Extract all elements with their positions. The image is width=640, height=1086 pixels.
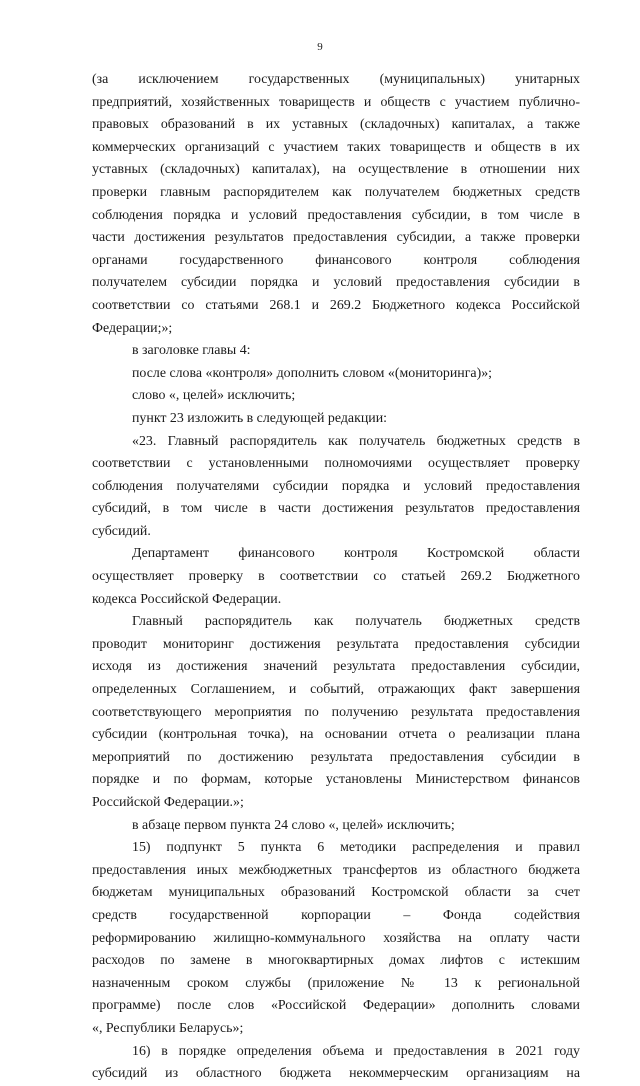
text-line: 16) в порядке определения объема и предоставления в 2021 году — [132, 1043, 580, 1059]
text-line: субсидий, в том числе в части достижения результатов предоставления — [92, 501, 580, 517]
text-line: проводит мониторинг достижения результата предоставления субсидии — [92, 636, 580, 652]
text-line: бюджетам муниципальных образований Костромской области за счет — [92, 885, 580, 901]
text-line: субсидий из областного бюджета некоммерческим организациям на — [92, 1066, 580, 1082]
text-line: назначенным сроком службы (приложение № 13 к региональной — [92, 975, 580, 991]
text-line: Департамент финансового контроля Костромской области — [132, 546, 580, 562]
text-line: соблюдения получателями субсидии порядка и условий предоставления — [92, 478, 580, 494]
page-number: 9 — [317, 41, 323, 53]
text-line: в заголовке главы 4: — [132, 343, 251, 359]
text-line: предоставления иных межбюджетных трансфертов из областного бюджета — [92, 862, 580, 878]
text-line: программе) после слов «Российской Федерации» дополнить словами — [92, 998, 580, 1014]
text-line: определенных Соглашением, и событий, отражающих факт завершения — [92, 682, 580, 698]
text-line: осуществляет проверку в соответствии со статьей 269.2 Бюджетного — [92, 569, 580, 585]
text-line: соблюдения порядка и условий предоставления субсидии, в том числе в — [92, 207, 580, 223]
text-line: коммерческих организаций с участием таких товариществ и обществ в их — [92, 139, 580, 155]
text-line: реформированию жилищно-коммунального хозяйства на оплату части — [92, 930, 580, 946]
text-line: «, Республики Беларусь»; — [92, 1020, 244, 1036]
text-line: в абзаце первом пункта 24 слово «, целей» исключить; — [132, 817, 455, 833]
text-line: субсидии (контрольная точка), на основании отчета о реализации плана — [92, 727, 580, 743]
text-line: «23. Главный распорядитель как получатель бюджетных средств в — [132, 433, 580, 449]
text-line: после слова «контроля» дополнить словом «(мониторинга)»; — [132, 365, 493, 381]
document-body — [92, 69, 580, 1086]
text-line: получателем субсидии порядка и условий предоставления субсидии в — [92, 275, 580, 291]
text-line: 15) подпункт 5 пункта 6 методики распределения и правил — [132, 840, 580, 856]
text-line: правовых образований в их уставных (складочных) капиталах, а также — [92, 117, 580, 133]
text-line: (за исключением государственных (муниципальных) унитарных — [92, 72, 580, 87]
text-line: части достижения результатов предоставления субсидии, а также проверки — [92, 230, 580, 246]
text-line: уставных (складочных) капиталах), на осуществление в отношении них — [92, 162, 580, 178]
text-line: расходов по замене в многоквартирных домах лифтов с истекшим — [92, 953, 580, 969]
text-line: исходя из достижения значений результата предоставления субсидии, — [92, 659, 580, 675]
text-line: пункт 23 изложить в следующей редакции: — [132, 410, 387, 426]
text-line: проверки главным распорядителем как получателем бюджетных средств — [92, 184, 580, 200]
text-line: органами государственного финансового контроля соблюдения — [92, 252, 580, 268]
text-line: порядке и по формам, которые установлены Министерством финансов — [92, 772, 580, 788]
text-line: предприятий, хозяйственных товариществ и обществ с участием публично- — [92, 94, 580, 110]
text-line: слово «, целей» исключить; — [132, 388, 296, 404]
text-line: Федерации;»; — [92, 320, 173, 336]
text-line: кодекса Российской Федерации. — [92, 591, 282, 607]
text-line: мероприятий по достижению результата предоставления субсидии в — [92, 749, 580, 765]
text-line: соответствии со статьями 268.1 и 269.2 Бюджетного кодекса Российской — [92, 297, 580, 313]
text-line: соответствующего мероприятия по получению результата предоставления — [92, 704, 580, 720]
text-line: субсидий. — [92, 523, 151, 539]
text-line: Российской Федерации.»; — [92, 795, 244, 810]
text-line: соответствии с установленными полномочиями осуществляет проверку — [92, 456, 580, 472]
text-line: средств государственной корпорации – Фонда содействия — [92, 907, 580, 923]
text-line: Главный распорядитель как получатель бюджетных средств — [132, 614, 580, 630]
